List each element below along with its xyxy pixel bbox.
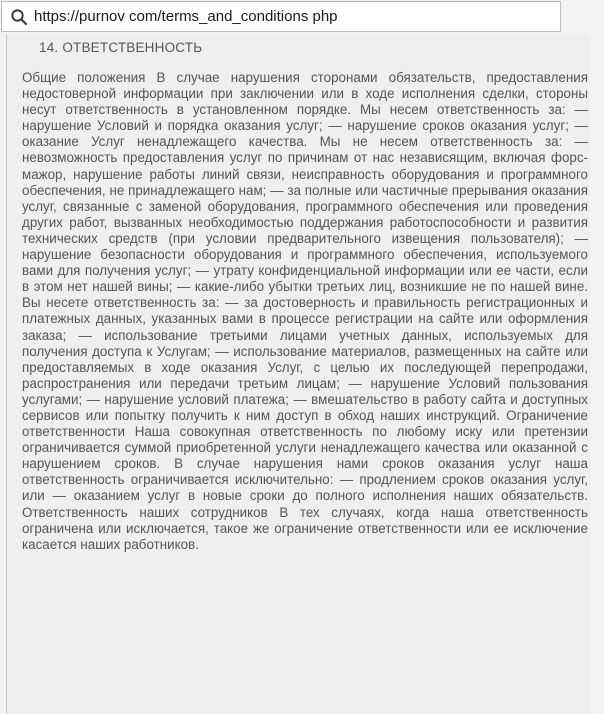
url-text[interactable]: https://purnov com/terms_and_conditions php [34, 8, 338, 25]
search-icon [8, 6, 30, 28]
terms-page [6, 34, 590, 714]
page-margin [590, 34, 604, 714]
section-body: Общие положения В случае нарушения сторонами обязательств, предоставления недостоверной информации при заключении или в ходе исполнения сделки, стороны несут ответственность в установленном порядке. Мы несем ответственность за: — нарушение Условий и порядка оказания услуг; — нарушение сроков оказания услуг; — оказание Услуг ненадлежащего качества. Мы не несем ответственность за: — невозможность предоставления услуг по причинам от нас независящим, включая форс-мажор, нарушение работы линий связи, неисправность оборудования и программного обеспечения, не принадлежащего нам; — за полные или частичные прерывания оказания услуг, связанные с заменой оборудования, программного обеспечения или проведения других работ, вызванных необходимостью поддержания работоспособности и развития технических средств (при условии предварительного извещения пользователя); — нарушение безопасности оборудования и программного обеспечения, используемого вами для получения услуг; — утрату конфиденциальной информации или ее части, если в этом нет нашей вины; — какие-либо убытки третьих лиц, возникшие не по нашей вине. Вы несете ответственность за: — за достоверность и правильность регистрационных и платежных данных, указанных вами в процессе регистрации на сайте или оформления заказа; — использование третьими лицами учетных данных, используемых для получения доступа к Услугам; — использование материалов, размещенных на сайте или предоставляемых в ходе оказания Услуг, с целью их последующей перепродажи, распространения или передачи третьим лицам; — нарушение Условий пользования услугами; — нарушение условий платежа; — вмешательство в работу сайта и доступных сервисов или попытку получить к ним доступ в обход наших инструкций. Ограничение ответственности Наша совокупная ответственность по любому иску или претензии ограничивается суммой приобретенной услуги ненадлежащего качества или оказанной с нарушением сроков. В случае нарушения нами сроков оказания услуг наша ответственность ограничивается исключительно: — продлением сроков оказания услуг, или — оказанием услуг в новые сроки до полного исполнения наших обязательств. Ответственность наших сотрудников В тех случаях, когда наша ответственность ограничена или исключается, такое же ограничение ответственности или ее исключение касается наших работников. [22, 70, 588, 552]
section-heading: 14. ОТВЕТСТВЕННОСТЬ [39, 40, 203, 55]
address-bar[interactable] [1, 1, 561, 32]
